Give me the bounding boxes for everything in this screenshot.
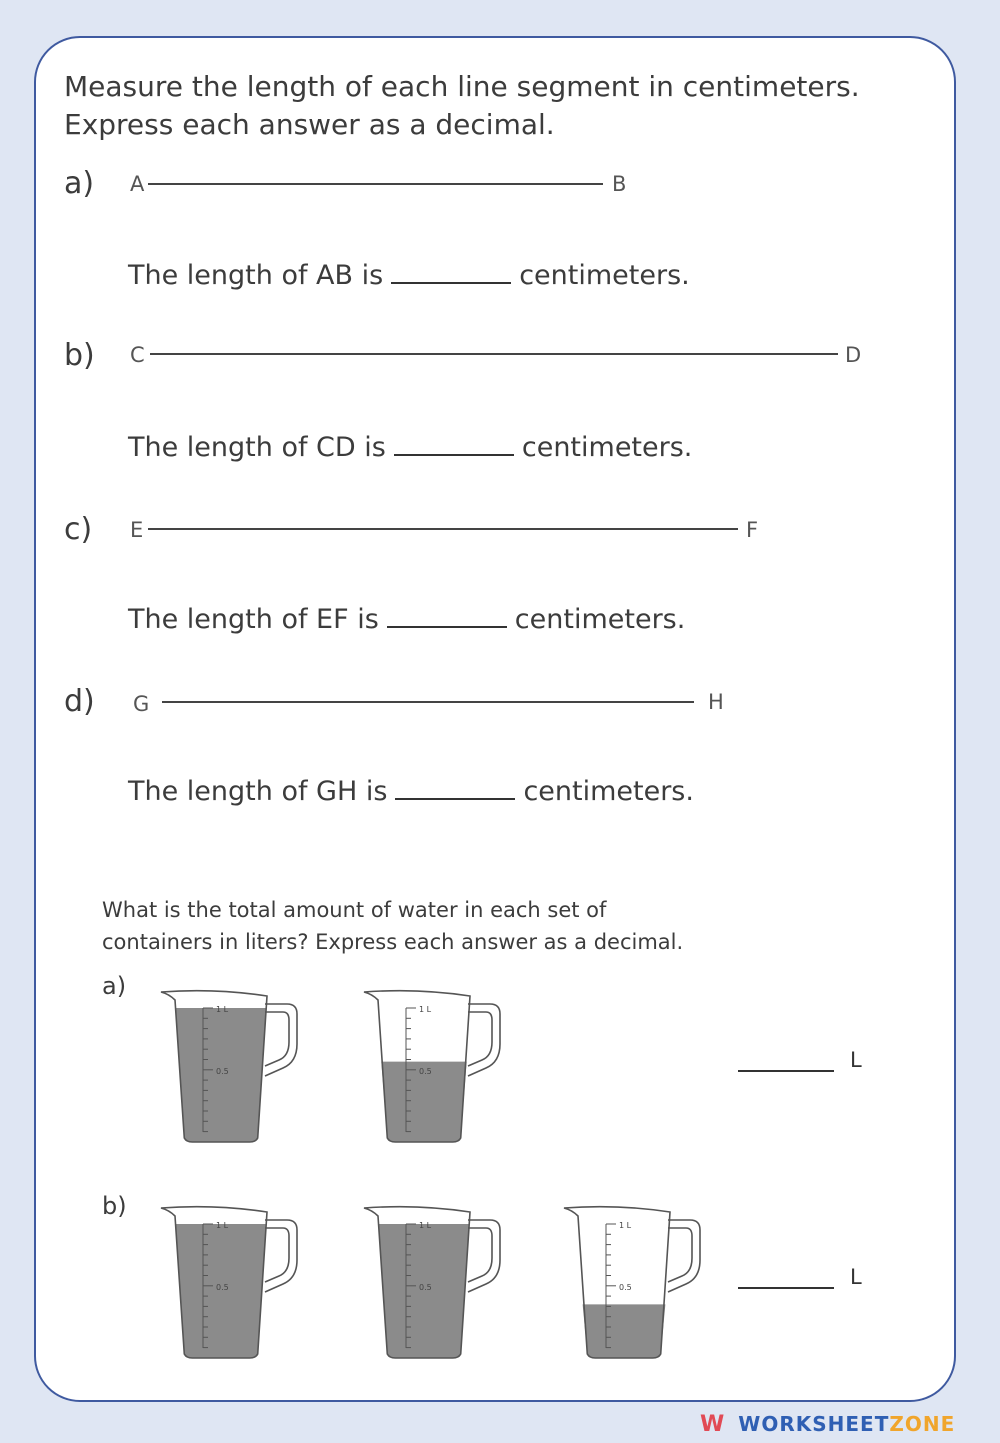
answer-sentence-ab	[128, 260, 690, 291]
segment-gh	[162, 701, 694, 703]
answer-blank-ab[interactable]	[391, 260, 511, 284]
question-b-letter: b)	[64, 338, 95, 373]
segment-ab	[148, 183, 603, 185]
jug-handle	[468, 1220, 500, 1292]
jug-handle	[468, 1004, 500, 1076]
point-g-label: G	[133, 692, 150, 716]
jug-handle	[668, 1220, 700, 1292]
sentence-ef-end: centimeters.	[514, 604, 686, 635]
jug-answer-unit-a: L	[850, 1048, 862, 1072]
point-e-label: E	[130, 518, 144, 542]
jug-question-b-letter: b)	[102, 1192, 127, 1220]
answer-blank-gh[interactable]	[395, 776, 515, 800]
sentence-ab-start: The length of AB is	[128, 260, 384, 291]
scale-label-1l: 1 L	[216, 1221, 229, 1230]
answer-sentence-cd	[128, 432, 692, 463]
question-d-letter: d)	[64, 684, 95, 719]
scale-label-half: 0.5	[216, 1282, 229, 1292]
scale-label-half: 0.5	[419, 1282, 432, 1292]
point-a-label: A	[130, 172, 145, 196]
scale-label-half: 0.5	[216, 1066, 229, 1076]
measuring-jug	[358, 982, 508, 1147]
instruction2-line-1: What is the total amount of water in each set of	[102, 898, 607, 922]
question-c-letter: c)	[64, 512, 93, 547]
instruction-line-1: Measure the length of each line segment in centimeters.	[64, 70, 860, 103]
answer-sentence-gh	[128, 776, 694, 807]
segment-ef	[148, 528, 738, 530]
segment-cd	[150, 353, 838, 355]
scale-label-1l: 1 L	[419, 1005, 432, 1014]
answer-sentence-ef	[128, 604, 685, 635]
sentence-gh-end: centimeters.	[523, 776, 694, 807]
point-c-label: C	[130, 343, 145, 367]
jug-answer-blank-a[interactable]	[738, 1070, 834, 1072]
jug-handle	[265, 1220, 297, 1292]
scale-label-1l: 1 L	[216, 1005, 229, 1014]
jug-question-a-letter: a)	[102, 972, 127, 1000]
question-a-letter: a)	[64, 166, 95, 201]
scale-label-half: 0.5	[619, 1282, 632, 1292]
sentence-gh-start: The length of GH is	[128, 776, 388, 807]
jug-handle	[265, 1004, 297, 1076]
answer-blank-cd[interactable]	[394, 432, 514, 456]
scale-label-half: 0.5	[419, 1066, 432, 1076]
scale-label-1l: 1 L	[619, 1221, 632, 1230]
footer-brand	[700, 1409, 1000, 1439]
point-f-label: F	[746, 518, 759, 542]
sentence-cd-end: centimeters.	[521, 432, 693, 463]
measuring-jug	[358, 1198, 508, 1363]
jug-answer-blank-b[interactable]	[738, 1287, 834, 1289]
scale-label-1l: 1 L	[419, 1221, 432, 1230]
measuring-jug	[155, 1198, 305, 1363]
answer-blank-ef[interactable]	[387, 604, 507, 628]
brand-name: WORKSHEETZONE	[738, 1412, 956, 1436]
instruction-line-2: Express each answer as a decimal.	[64, 108, 555, 141]
sentence-ab-end: centimeters.	[519, 260, 690, 291]
water-fill	[583, 1304, 666, 1358]
worksheetzone-logo-icon: W	[700, 1411, 725, 1437]
point-b-label: B	[612, 172, 627, 196]
sentence-ef-start: The length of EF is	[128, 604, 379, 635]
measuring-jug	[558, 1198, 708, 1363]
point-d-label: D	[845, 343, 862, 367]
instruction2-line-2: containers in liters? Express each answer as a decimal.	[102, 930, 684, 954]
measuring-jug	[155, 982, 305, 1147]
point-h-label: H	[708, 690, 724, 714]
jug-answer-unit-b: L	[850, 1265, 862, 1289]
sentence-cd-start: The length of CD is	[128, 432, 386, 463]
